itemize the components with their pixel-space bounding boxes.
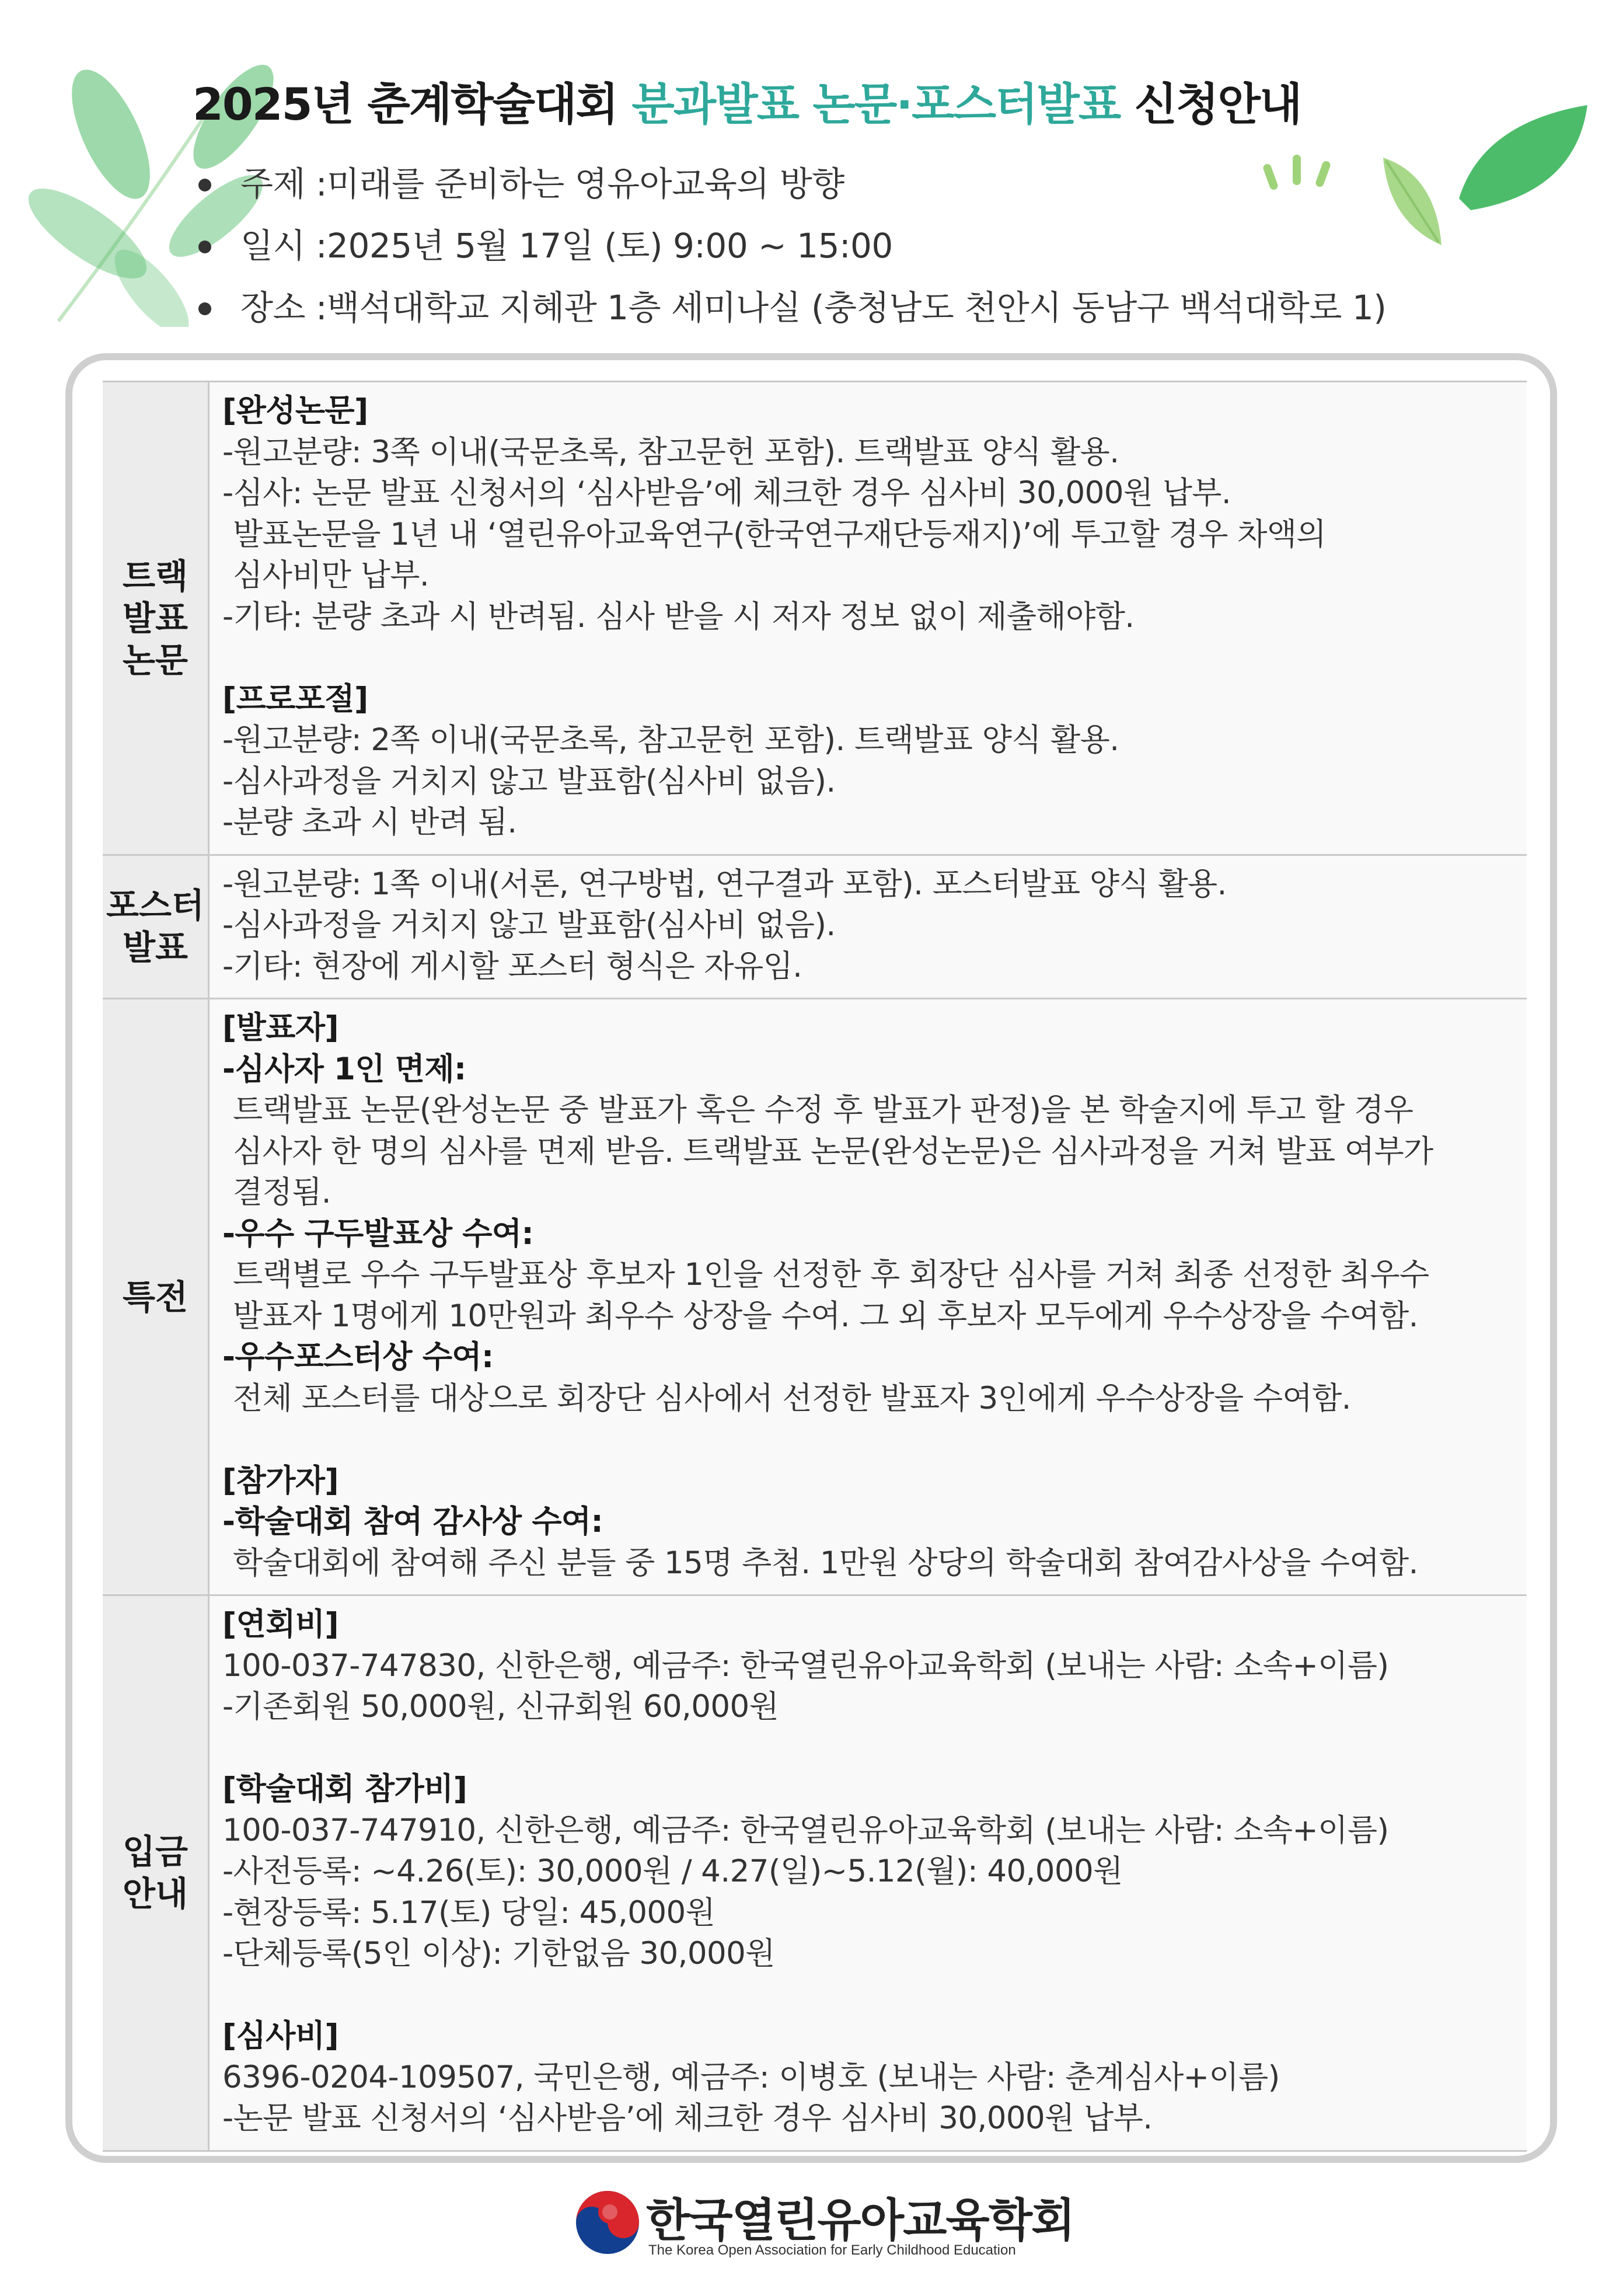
section-label-payment: 입금 안내 (103, 1595, 209, 2151)
title-prefix: 2025년 춘계학술대회 (193, 78, 632, 130)
org-name-korean: 한국열린유아교육학회 (646, 2194, 1074, 2247)
table-row-track (103, 382, 1527, 855)
guide-table (103, 381, 1527, 2152)
info-label: 장소 : (240, 288, 327, 327)
info-label: 일시 : (240, 226, 327, 266)
info-item-date (198, 215, 1386, 277)
info-item-topic (198, 153, 1386, 215)
section-content-track: [완성논문] -원고분량: 3쪽 이내(국문초록, 참고문헌 포함). 트랙발표 양식 활용. -심사: 논문 발표 신청서의 ‘심사받음’에 체크한 경우 심사비 30,000원 납부. 발표논문을 1년 내 ‘열린유아교육연구(한국연구재단등재지)’에 투고할 경우 차액의 심사비만 납부. -기타: 분량 초과 시 반려됨. 심사 받을 시 저자 정보 없이 제출해야함. [프로포절] -원고분량: 2쪽 이내(국문초록, 참고문헌 포함). 트랙발표 양식 활용. -심사과정을 거치지 않고 발표함(심사비 없음). -분량 초과 시 반려 됨. (209, 382, 1527, 855)
info-item-venue (198, 277, 1386, 339)
section-label-benefits: 특전 (103, 999, 209, 1595)
info-value: 백석대학교 지혜관 1층 세미나실 (충청남도 천안시 동남구 백석대학로 1) (327, 288, 1387, 327)
title-accent: 분과발표 논문·포스터발표 (631, 78, 1121, 130)
org-name-english: The Korea Open Association for Early Childhood Education (648, 2242, 1016, 2258)
info-value: 2025년 5월 17일 (토) 9:00 ~ 15:00 (327, 226, 893, 266)
table-row-benefits (103, 999, 1527, 1595)
taegeuk-logo-icon (575, 2190, 640, 2255)
info-label: 주제 : (240, 164, 327, 204)
title-suffix: 신청안내 (1120, 78, 1301, 130)
section-label-poster: 포스터 발표 (103, 855, 209, 999)
section-content-payment: [연회비] 100-037-747830, 신한은행, 예금주: 한국열린유아교육학회 (보내는 사람: 소속+이름) -기존회원 50,000원, 신규회원 60,000원 [학술대회 참가비] 100-037-747910, 신한은행, 예금주: 한국열린유아교육학회 (보내는 사람: 소속+이름) -사전등록: ~4.26(토): 30,000원 / 4.27(일)~5.12(월): 40,000원 -현장등록: 5.17(토) 당일: 45,000원 -단체등록(5인 이상): 기한없음 30,000원 [심사비] 6396-0204-109507, 국민은행, 예금주: 이병호 (보내는 사람: 춘계심사+이름) -논문 발표 신청서의 ‘심사받음’에 체크한 경우 심사비 30,000원 납부. (209, 1595, 1527, 2151)
section-label-track: 트랙 발표 논문 (103, 382, 209, 855)
section-content-benefits: [발표자] -심사자 1인 면제: 트랙발표 논문(완성논문 중 발표가 혹은 수정 후 발표가 판정)을 본 학술지에 투고 할 경우 심사자 한 명의 심사를 면제 받음. 트랙발표 논문(완성논문)은 심사과정을 거쳐 발표 여부가 결정됨. -우수 구두발표상 수여: 트랙별로 우수 구두발표상 후보자 1인을 선정한 후 회장단 심사를 거쳐 최종 선정한 최우수 발표자 1명에게 10만원과 최우수 상장을 수여. 그 외 후보자 모두에게 우수상장을 수여함. -우수포스터상 수여: 전체 포스터를 대상으로 회장단 심사에서 선정한 발표자 3인에게 우수상장을 수여함. [참가자] -학술대회 참여 감사상 수여: 학술대회에 참여해 주신 분들 중 15명 추첨. 1만원 상당의 학술대회 참여감사상을 수여함. (209, 999, 1527, 1595)
section-content-poster: -원고분량: 1쪽 이내(서론, 연구방법, 연구결과 포함). 포스터발표 양식 활용. -심사과정을 거치지 않고 발표함(심사비 없음). -기타: 현장에 게시할 포스터 형식은 자유임. (209, 855, 1527, 999)
event-info-list (198, 153, 1386, 339)
page-title (193, 69, 1301, 133)
info-value: 미래를 준비하는 영유아교육의 방향 (327, 164, 844, 204)
org-logo (575, 2186, 1074, 2268)
table-row-payment (103, 1595, 1527, 2151)
table-row-poster (103, 855, 1527, 999)
